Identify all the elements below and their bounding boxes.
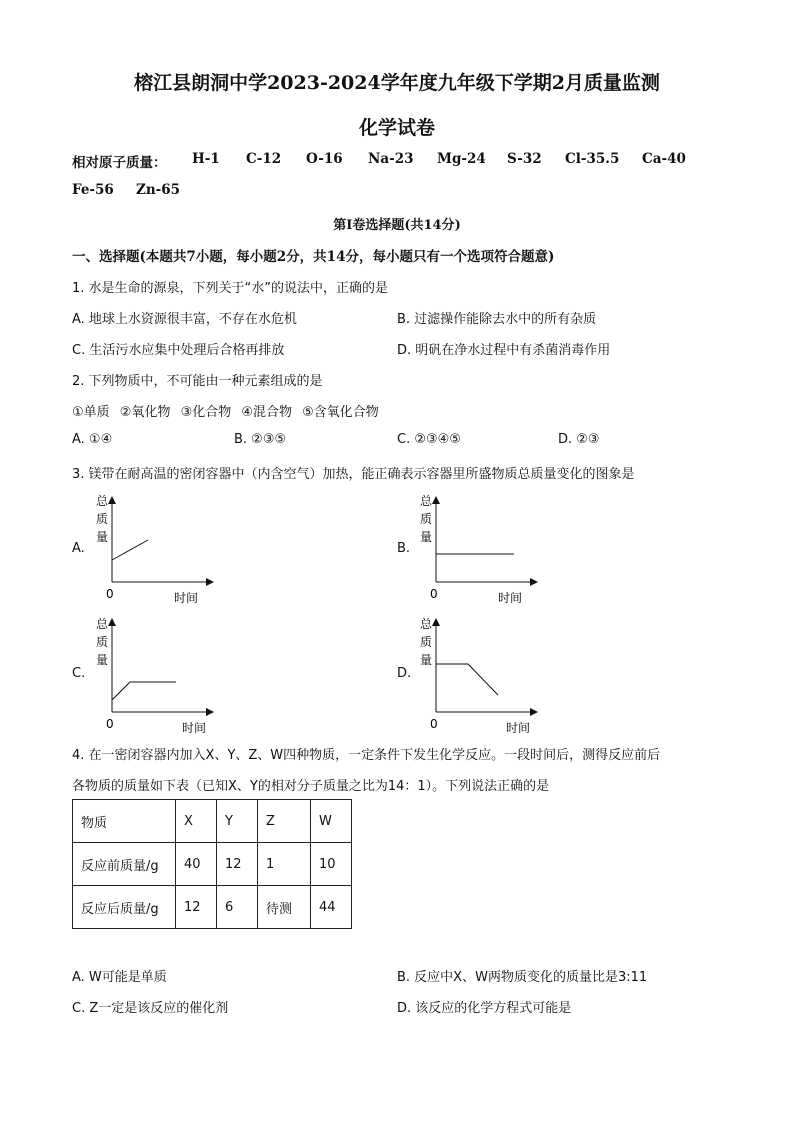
table-cell: 待测 (258, 886, 311, 929)
table-cell: 6 (217, 886, 258, 929)
y-axis-label-char: 总 (420, 617, 433, 631)
table-header-cell: X (176, 800, 217, 843)
table-row (73, 843, 352, 886)
option-b: B. 反应中X、W两物质变化的质量比是3:11 (397, 970, 648, 985)
table-header-cell: W (311, 800, 352, 843)
question-stem-continued: 各物质的质量如下表（已知X、Y的相对分子质量之比为14：1）。下列说法正确的是 (72, 779, 550, 794)
part-title: 第Ⅰ卷选择题(共14分) (333, 218, 461, 233)
atomic-mass-item: Na-23 (368, 151, 414, 167)
atomic-mass-item: S-32 (507, 151, 542, 167)
option-d: D. 该反应的化学方程式可能是 (397, 1001, 572, 1016)
y-axis-label-char: 质 (96, 512, 109, 526)
atomic-mass-item: Fe-56 (72, 182, 114, 198)
question-items: ①单质 ②氧化物 ③化合物 ④混合物 ⑤含氧化合物 (72, 405, 379, 420)
table-header-cell: 物质 (73, 800, 176, 843)
x-axis-label: 时间 (498, 591, 523, 605)
atomic-mass-item: Cl-35.5 (565, 151, 620, 167)
question-stem: 1. 水是生命的源泉，下列关于“水”的说法中，正确的是 (72, 281, 389, 296)
question-stem: 2. 下列物质中，不可能由一种元素组成的是 (72, 374, 323, 389)
atomic-mass-item: O-16 (306, 151, 343, 167)
graph-b (412, 490, 542, 608)
option-d: D. 明矾在净水过程中有杀菌消毒作用 (397, 343, 611, 358)
graph-d (412, 612, 542, 736)
y-axis-label-char: 量 (420, 530, 433, 544)
atomic-mass-item: H-1 (192, 151, 220, 167)
table-row (73, 886, 352, 929)
table-cell: 10 (311, 843, 352, 886)
graph-a (88, 490, 218, 608)
option-a: A. 地球上水资源很丰富，不存在水危机 (72, 312, 297, 327)
graph-a-curve (112, 540, 148, 560)
table-cell: 反应前质量/g (73, 843, 176, 886)
graph-c (88, 612, 218, 736)
graph-c-label: C. (72, 666, 86, 681)
option-a: A. ①④ (72, 432, 113, 447)
y-axis-label-char: 质 (420, 512, 433, 526)
question-stem: 3. 镁带在耐高温的密闭容器中（内含空气）加热，能正确表示容器里所盛物质总质量变化的图象是 (72, 467, 635, 482)
origin-label: 0 (106, 717, 114, 731)
y-axis-label-char: 量 (420, 653, 433, 667)
y-axis-label-char: 质 (420, 635, 433, 649)
exam-title: 榕江县朗洞中学2023-2024学年度九年级下学期2月质量监测 (134, 72, 660, 94)
option-b: B. 过滤操作能除去水中的所有杂质 (397, 312, 597, 327)
table-cell: 反应后质量/g (73, 886, 176, 929)
table-cell: 12 (217, 843, 258, 886)
option-c: C. 生活污水应集中处理后合格再排放 (72, 343, 285, 358)
table-cell: 1 (258, 843, 311, 886)
graph-c-curve (112, 682, 176, 700)
origin-label: 0 (106, 587, 114, 601)
table-cell: 44 (311, 886, 352, 929)
x-axis-label: 时间 (506, 721, 531, 735)
y-axis-label-char: 量 (96, 530, 109, 544)
y-axis-label-char: 量 (96, 653, 109, 667)
atomic-mass-item: Ca-40 (642, 151, 686, 167)
option-b: B. ②③⑤ (234, 432, 287, 447)
y-axis-label-char: 质 (96, 635, 109, 649)
atomic-mass-item: C-12 (246, 151, 282, 167)
graph-b-label: B. (397, 541, 411, 556)
graph-d-label: D. (397, 666, 412, 681)
graph-a-label: A. (72, 541, 85, 556)
table-cell: 12 (176, 886, 217, 929)
exam-subtitle: 化学试卷 (358, 117, 435, 139)
graph-d-curve (436, 664, 498, 695)
mass-table (72, 799, 352, 929)
atomic-mass-item: Mg-24 (437, 151, 486, 167)
y-axis-label-char: 总 (96, 617, 109, 631)
y-axis-label-char: 总 (96, 494, 109, 508)
table-header-row (73, 800, 352, 843)
x-axis-label: 时间 (174, 591, 199, 605)
x-axis-label: 时间 (182, 721, 207, 735)
origin-label: 0 (430, 717, 438, 731)
atomic-mass-item: Zn-65 (136, 182, 181, 198)
section-heading: 一、选择题(本题共7小题，每小题2分，共14分，每小题只有一个选项符合题意) (72, 249, 555, 265)
option-d: D. ②③ (558, 432, 600, 447)
option-a: A. W可能是单质 (72, 970, 167, 985)
atomic-mass-label: 相对原子质量： (72, 155, 167, 171)
table-cell: 40 (176, 843, 217, 886)
question-stem: 4. 在一密闭容器内加入X、Y、Z、W四种物质，一定条件下发生化学反应。一段时间后，测得反应前后 (72, 748, 661, 763)
option-c: C. Z一定是该反应的催化剂 (72, 1001, 229, 1016)
option-c: C. ②③④⑤ (397, 432, 461, 447)
origin-label: 0 (430, 587, 438, 601)
table-header-cell: Z (258, 800, 311, 843)
y-axis-label-char: 总 (420, 494, 433, 508)
table-header-cell: Y (217, 800, 258, 843)
